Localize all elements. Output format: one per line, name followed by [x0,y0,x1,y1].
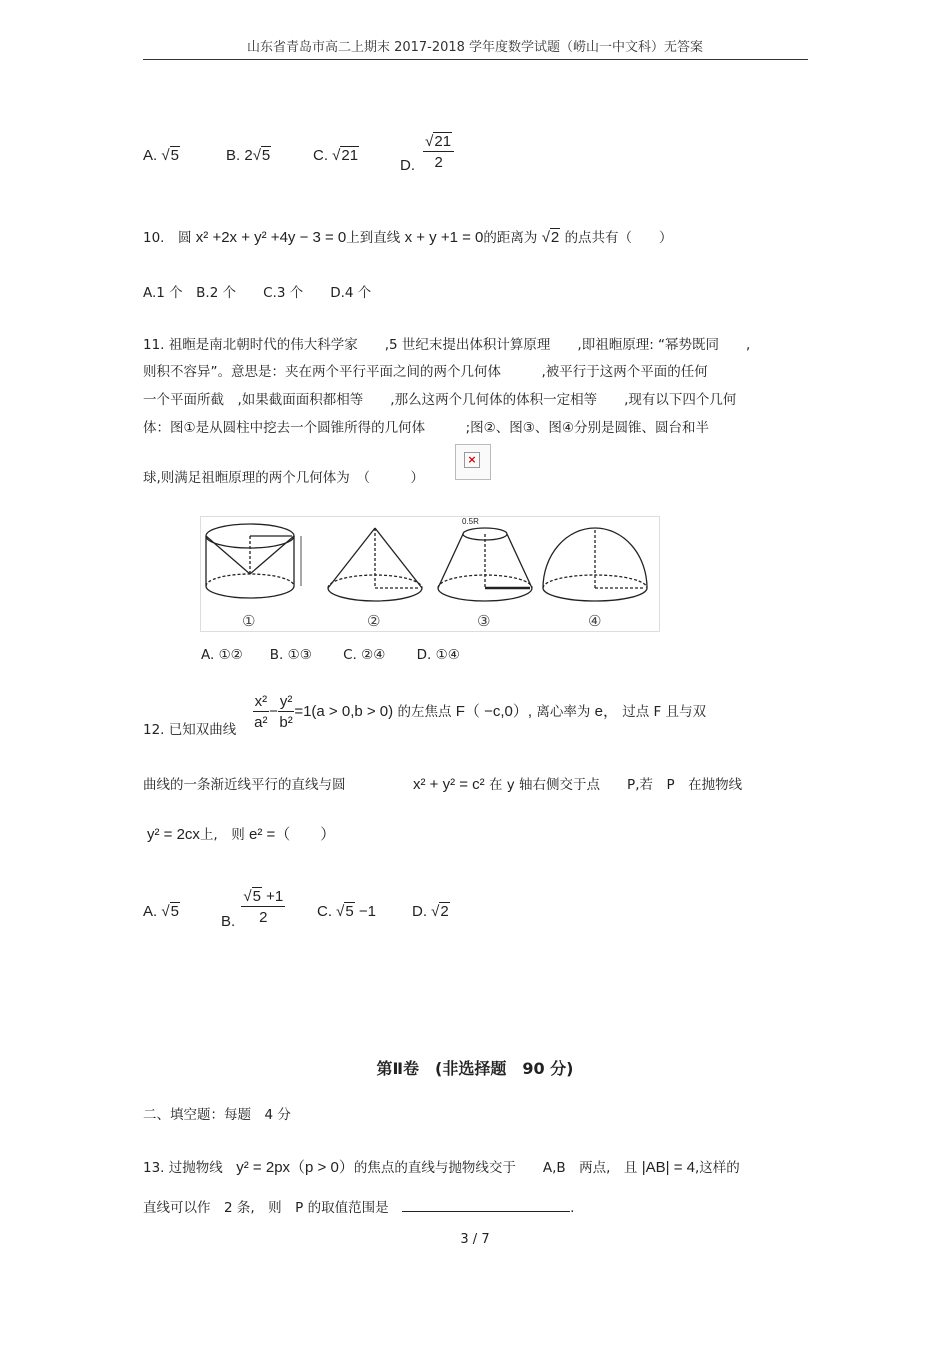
q11-line-5: 球,则满足祖暅原理的两个几何体为 （ ） [143,470,425,486]
q10-options: A.1 个 B.2 个 C.3 个 D.4 个 [143,285,372,301]
q12-option-b: B. $\frac{√5 +1}{2}$ [221,888,284,930]
q12-line-2: 曲线的一条渐近线平行的直线与圆 x² + y² = c² 在 y 轴右侧交于点 P,若 P 在抛物线 [143,776,743,793]
q11-line-1: 11. 祖暅是南北朝时代的伟大科学家 ,5 世纪末提出体积计算原理 ,即祖暅原理: “幂势既同 , [143,337,751,353]
q12-option-a: A. √5 [143,903,179,920]
figure-label-3: ③ [477,612,491,630]
broken-image-icon: × [455,444,491,480]
q11-line-4: 体：图①是从圆柱中挖去一个圆锥所得的几何体 ;图②、图③、图④分别是圆锥、圆台和半 [143,420,709,436]
q11-options: A. ①② B. ①③ C. ②④ D. ①④ [201,647,460,663]
question-10: 10. 圆 x² +2x + y² +4y − 3 = 0上到直线 x + y +1 = 0的距离为 √2 的点共有（ ） [143,229,673,246]
q11-line-2: 则积不容异”。意思是：夹在两个平行平面之间的两个几何体 ,被平行于这两个平面的任何 [143,364,708,380]
q12-line-3: y² = 2cx上, 则 e² =（ ） [147,826,336,843]
figure-label-1: ① [242,612,256,630]
q12-option-c: C. √5 −1 [317,903,377,920]
q11-line-3: 一个平面所截 ,如果截面面积都相等 ,那么这两个几何体的体积一定相等 ,现有以下四个几何 [143,392,737,408]
q9-option-d: D. $\frac{√21}{2}$ [400,133,454,171]
figure-label-4: ④ [588,612,602,630]
fill-blank-heading: 二、填空题：每题 4 分 [143,1107,291,1123]
figure-label-2: ② [367,612,381,630]
q13-line-2: 直线可以作 2 条, 则 P 的取值范围是 . [143,1200,575,1216]
q9-option-a: A. √5 [143,147,179,164]
solids-figure [200,516,660,632]
section-2-title: 第Ⅱ卷 (非选择题 90 分) [376,1059,574,1078]
question-13: 13. 过抛物线 y² = 2px（p > 0）的焦点的直线与抛物线交于 A,B 两点, 且 |AB| = 4,这样的 [143,1159,740,1176]
page-header: 山东省青岛市高二上期末 2017-2018 学年度数学试题（崂山一中文科）无答案 [246,40,704,55]
q12-option-d: D. √2 [412,903,449,920]
question-12: 12. 已知双曲线 $\frac{\text{x²}}{\text{a²}}$ − $\frac{\text{y²}}{\text{b²}}$ =1(a > 0,b > 0) 的左焦点 F（ −c,0）, 离心率为 e， 过点 F 且与双 [143,693,707,738]
q9-option-b: B. 2√5 [226,147,271,164]
header-rule [143,59,808,60]
frustum-radius-label: 0.5R [462,517,479,526]
answer-blank[interactable] [402,1199,570,1212]
q9-option-c: C. √21 [313,147,359,164]
page-number: 3 / 7 [460,1232,490,1247]
